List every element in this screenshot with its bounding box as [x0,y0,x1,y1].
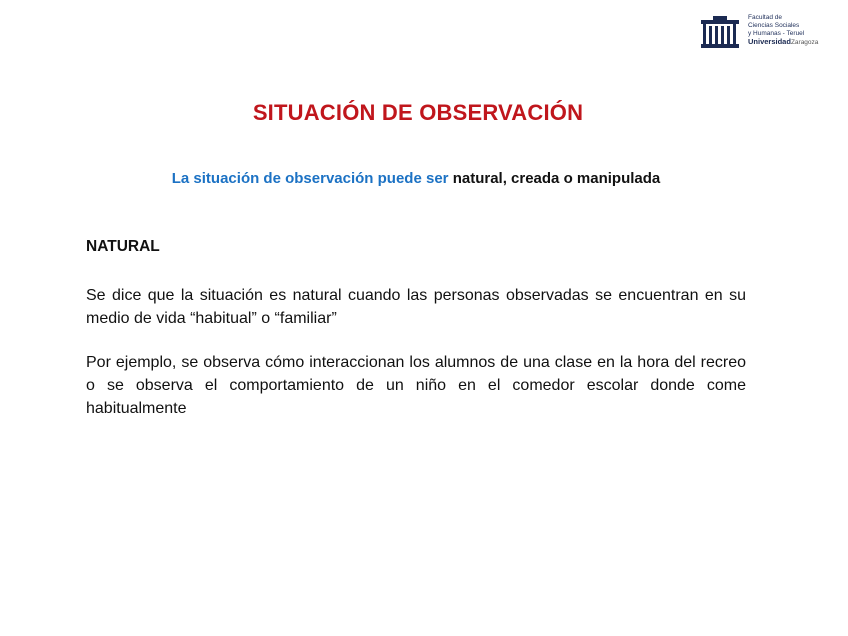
section-heading: NATURAL [86,238,160,255]
logo-university-line [748,38,818,47]
example-paragraph: Por ejemplo, se observa cómo interaccionan los alumnos de una clase en la hora del recreo o se observa el comportamiento de un niño en el comedor escolar donde come habitualmente [86,354,746,417]
logo-faculty-line1: Facultad de [748,14,782,21]
logo-text [748,14,818,47]
logo-faculty-line2: Ciencias Sociales [748,22,800,29]
logo-university: Universidad [748,37,791,46]
slide-subtitle [0,170,832,187]
subtitle-options: natural, creada o manipulada [452,170,661,187]
definition-paragraph: Se dice que la situación es natural cuando las personas observadas se encuentran en su medio de vida “habitual” o “familiar” [86,287,746,327]
logo-faculty-line3: y Humanas - Teruel [748,30,805,37]
subtitle-lead: La situación de observación puede ser [171,170,449,187]
slide-title: SITUACIÓN DE OBSERVACIÓN [252,100,584,125]
university-building-icon [700,16,740,50]
logo-city: Zaragoza [790,39,819,46]
university-logo [700,14,834,54]
